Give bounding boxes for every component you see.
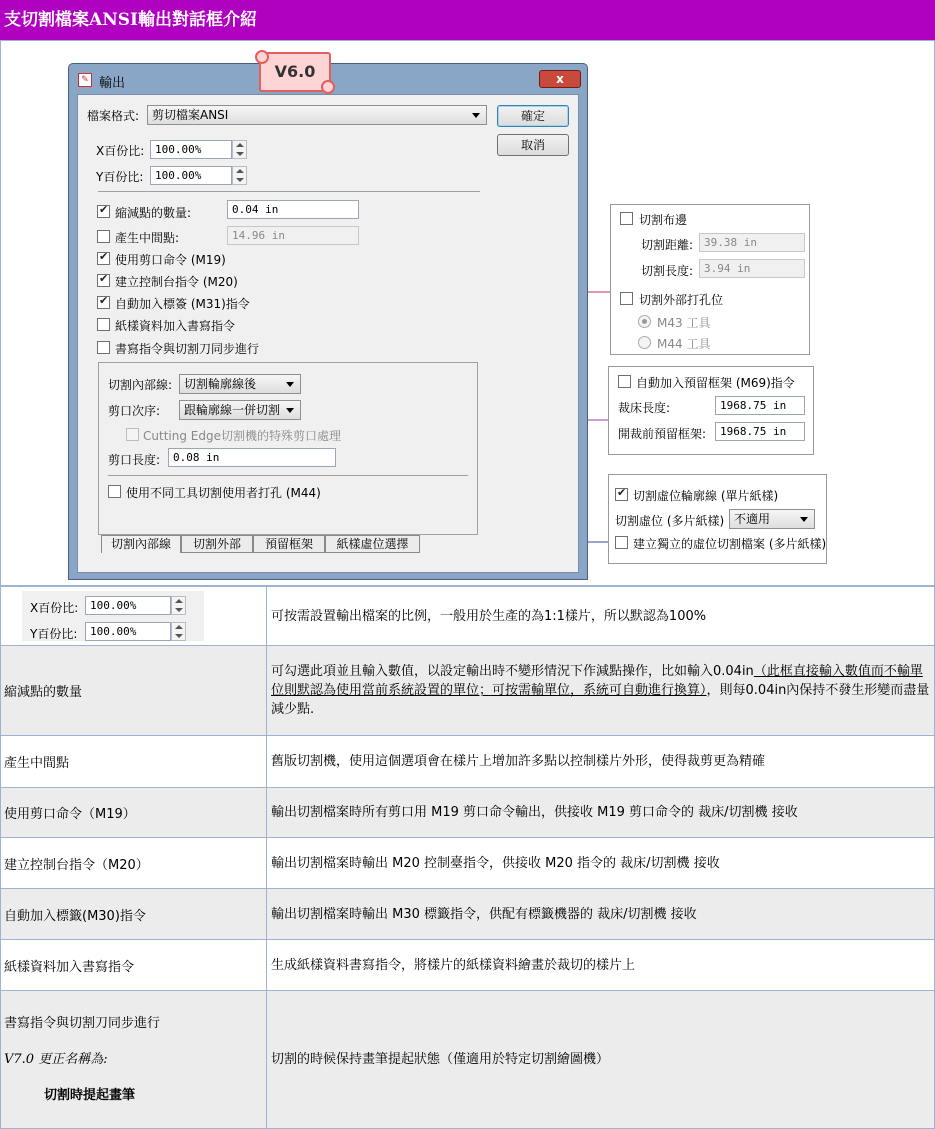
tab-virtual[interactable]: 紙樣虛位選擇 bbox=[325, 535, 420, 553]
table-row bbox=[1, 838, 935, 889]
notch-m19-label: 使用剪口命令 (M19) bbox=[115, 253, 226, 267]
notch-length-label: 剪口長度: bbox=[108, 453, 161, 467]
reduce-points-label: 縮減點的數量: bbox=[115, 206, 192, 220]
app-icon: ✎ bbox=[78, 73, 92, 87]
percent-mini-panel bbox=[22, 591, 204, 641]
output-dialog bbox=[68, 63, 588, 580]
tab-outer-cut[interactable]: 切割外部 bbox=[181, 535, 253, 553]
auto-frame-checkbox[interactable] bbox=[618, 375, 631, 388]
virtual-cut-select[interactable] bbox=[729, 509, 815, 529]
console-m20-label: 建立控制台指令 (M20) bbox=[115, 275, 238, 289]
table-row bbox=[1, 587, 935, 646]
mid-points-input: 14.96 in bbox=[227, 226, 359, 245]
punch-checkbox[interactable] bbox=[620, 292, 633, 305]
pre-cut-frame-label: 開裁前預留框架: bbox=[618, 427, 707, 441]
reduce-points-checkbox[interactable] bbox=[97, 205, 110, 218]
notch-order-select[interactable] bbox=[179, 400, 301, 420]
write-sync-checkbox[interactable] bbox=[97, 341, 110, 354]
page-title: 支切割檔案ANSI輸出對話框介紹 bbox=[0, 0, 935, 40]
auto-frame-label: 自動加入預留框架 (M69)指令 bbox=[636, 376, 795, 390]
diff-tool-checkbox[interactable] bbox=[108, 485, 121, 498]
x-percent-spinner[interactable] bbox=[232, 140, 247, 159]
cut-cloth-checkbox[interactable] bbox=[620, 212, 633, 225]
mini-y-spinner bbox=[171, 622, 186, 641]
label-m31-label: 自動加入標簽 (M31)指令 bbox=[115, 297, 250, 311]
table-key: 使用剪口命令（M19） bbox=[1, 788, 267, 838]
table-desc: 生成紙樣資料書寫指令，將樣片的紙樣資料繪畫於裁切的樣片上 bbox=[267, 940, 935, 991]
chevron-down-icon bbox=[472, 113, 480, 118]
table-desc: 切割的時候保持畫筆提起狀態（僅適用於特定切割繪圖機） bbox=[267, 991, 935, 1129]
divider bbox=[98, 191, 480, 192]
rename-value: 切割時提起畫筆 bbox=[44, 1087, 136, 1103]
cutting-edge-checkbox bbox=[126, 428, 139, 441]
chevron-down-icon bbox=[286, 382, 294, 387]
mini-x-input: 100.00% bbox=[85, 596, 171, 615]
y-percent-spinner[interactable] bbox=[232, 166, 247, 185]
table-key: 縮減點的數量 bbox=[1, 646, 267, 736]
table-row bbox=[1, 736, 935, 788]
table-row bbox=[1, 889, 935, 940]
bed-length-label: 裁床長度: bbox=[618, 401, 671, 415]
virtual-outline-checkbox[interactable] bbox=[615, 488, 628, 501]
mini-x-spinner bbox=[171, 596, 186, 615]
table-key bbox=[1, 587, 267, 646]
table-key: 紙樣資料加入書寫指令 bbox=[1, 940, 267, 991]
outer-cut-panel bbox=[610, 204, 810, 355]
inner-line-value: 切割輪廓線後 bbox=[184, 377, 257, 391]
cancel-button[interactable]: 取消 bbox=[497, 134, 569, 156]
x-percent-label: X百份比: bbox=[96, 144, 145, 158]
table-desc: 輸出切割檔案時輸出 M30 標籤指令，供配有標籤機器的 裁床/切割機 接收 bbox=[267, 889, 935, 940]
tab-frame[interactable]: 預留框架 bbox=[253, 535, 325, 553]
m44-radio bbox=[638, 336, 651, 349]
dialog-title: 輸出 bbox=[99, 76, 126, 91]
table-row bbox=[1, 646, 935, 736]
inner-line-label: 切割內部線: bbox=[108, 378, 173, 392]
virtual-outline-label: 切割虛位輪廓線 (單片紙樣) bbox=[633, 489, 779, 503]
mini-x-label: X百份比: bbox=[30, 601, 79, 615]
mini-y-label: Y百份比: bbox=[30, 627, 78, 641]
divider bbox=[108, 475, 468, 476]
notch-length-input[interactable]: 0.08 in bbox=[168, 448, 336, 467]
table-desc: 舊版切割機，使用這個選項會在樣片上增加許多點以控制樣片外形，使得裁剪更為精確 bbox=[267, 736, 935, 788]
separate-file-label: 建立獨立的虛位切割檔案 (多片紙樣) bbox=[633, 537, 827, 551]
virtual-cut-value: 不適用 bbox=[734, 512, 771, 526]
table-desc: 可按需設置輸出檔案的比例，一般用於生產的為1:1樣片，所以默認為100% bbox=[267, 587, 935, 646]
chevron-down-icon bbox=[800, 517, 808, 522]
reduce-points-input[interactable]: 0.04 in bbox=[227, 200, 359, 219]
cut-length-input: 3.94 in bbox=[699, 259, 805, 278]
file-format-label: 檔案格式: bbox=[87, 109, 140, 123]
separate-file-checkbox[interactable] bbox=[615, 536, 628, 549]
tab-inner-line[interactable]: 切割內部線 bbox=[101, 535, 181, 553]
table-key: 自動加入標籤(M30)指令 bbox=[1, 889, 267, 940]
x-percent-input[interactable]: 100.00% bbox=[150, 140, 232, 159]
mid-points-label: 產生中間點: bbox=[115, 231, 180, 245]
write-sync-label: 書寫指令與切割刀同步進行 bbox=[115, 342, 260, 356]
dialog-body bbox=[77, 94, 579, 573]
table-desc: 輸出切割檔案時輸出 M20 控制臺指令，供接收 M20 指令的 裁床/切割機 接收 bbox=[267, 838, 935, 889]
notch-order-label: 剪口次序: bbox=[108, 404, 161, 418]
label-m31-checkbox[interactable] bbox=[97, 296, 110, 309]
frame-panel bbox=[608, 366, 814, 455]
file-format-value: 剪切檔案ANSI bbox=[152, 108, 229, 122]
description-table bbox=[0, 586, 935, 1129]
inner-line-select[interactable] bbox=[179, 374, 301, 394]
ok-button[interactable]: 確定 bbox=[497, 105, 569, 127]
chevron-down-icon bbox=[286, 408, 294, 413]
cut-cloth-label: 切割布邊 bbox=[639, 213, 688, 227]
desc-text: ，則每0.04in內保持不發生形變而盡量減少點. bbox=[271, 683, 930, 717]
table-key: 產生中間點 bbox=[1, 736, 267, 788]
close-button[interactable]: x bbox=[539, 70, 581, 88]
m44-label: M44 工具 bbox=[657, 337, 711, 351]
table-desc bbox=[267, 646, 935, 736]
notch-m19-checkbox[interactable] bbox=[97, 252, 110, 265]
m43-label: M43 工具 bbox=[657, 316, 711, 330]
desc-text: 可勾選此項並且輸入數值，以設定輸出時不變形情況下作減點操作，比如輸入0.04in bbox=[271, 664, 754, 679]
virtual-cut-label: 切割虛位 (多片紙樣) bbox=[615, 514, 725, 528]
cutting-edge-label: Cutting Edge切割機的特殊剪口處理 bbox=[143, 429, 341, 443]
table-key bbox=[1, 991, 267, 1129]
cut-length-label: 切割長度: bbox=[641, 264, 694, 278]
mini-y-input: 100.00% bbox=[85, 622, 171, 641]
bed-length-input[interactable]: 1968.75 in bbox=[715, 396, 805, 415]
m43-radio bbox=[638, 315, 651, 328]
last-key-title: 書寫指令與切割刀同步進行 bbox=[4, 1015, 161, 1031]
diff-tool-label: 使用不同工具切割使用者打孔 (M44) bbox=[126, 486, 321, 500]
pattern-write-label: 紙樣資料加入書寫指令 bbox=[115, 319, 236, 333]
virtual-panel bbox=[608, 474, 827, 564]
notch-order-value: 跟輪廓線一併切割 bbox=[184, 403, 281, 417]
cut-distance-input: 39.38 in bbox=[699, 233, 805, 252]
table-desc: 輸出切割檔案時所有剪口用 M19 剪口命令輸出，供接收 M19 剪口命令的 裁床/切割機 接收 bbox=[267, 788, 935, 838]
desc-underlined: （此框直接輸入數值而不輸單位則默認為使用當前系統設置的單位；可按需輸單位，系統可自動進行換算） bbox=[271, 664, 923, 698]
rename-note: V7.0 更正名稱為: bbox=[4, 1051, 108, 1067]
y-percent-label: Y百份比: bbox=[96, 170, 144, 184]
pre-cut-frame-input[interactable]: 1968.75 in bbox=[715, 422, 805, 441]
table-row bbox=[1, 940, 935, 991]
file-format-select[interactable] bbox=[147, 105, 487, 125]
y-percent-input[interactable]: 100.00% bbox=[150, 166, 232, 185]
punch-label: 切割外部打孔位 bbox=[639, 293, 724, 307]
cut-distance-label: 切割距離: bbox=[641, 238, 694, 252]
console-m20-checkbox[interactable] bbox=[97, 274, 110, 287]
pattern-write-checkbox[interactable] bbox=[97, 318, 110, 331]
table-row bbox=[1, 991, 935, 1129]
mid-points-checkbox[interactable] bbox=[97, 230, 110, 243]
version-badge: V6.0 bbox=[259, 52, 331, 92]
table-row bbox=[1, 788, 935, 838]
table-key: 建立控制台指令（M20） bbox=[1, 838, 267, 889]
